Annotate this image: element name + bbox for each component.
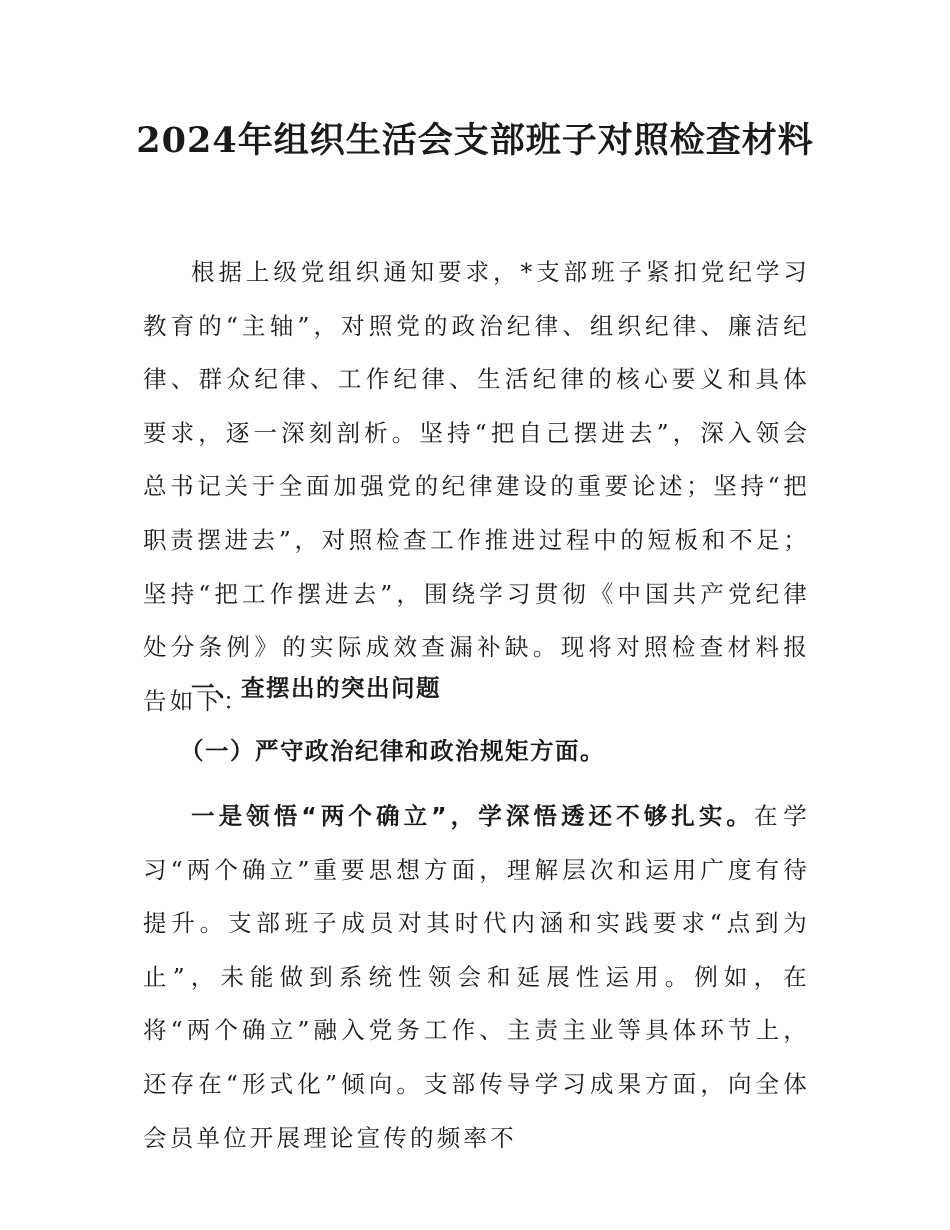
- point-one-body: 在学习“两个确立”重要思想方面，理解层次和运用广度有待提升。支部班子成员对其时代内涵和实践要求“点到为止”，未能做到系统性领会和延展性运用。例如，在将“两个确立”融入党务工作、主责主业等具体环节上，还存在“形式化”倾向。支部传导学习成果方面，向全体会员单位开展理论宣传的频率不: [143, 802, 810, 1152]
- section-heading-problems: 一、查摆出的突出问题: [191, 674, 441, 702]
- subsection-heading-political-discipline: （一）严守政治纪律和政治规矩方面。: [180, 737, 605, 765]
- intro-paragraph: 根据上级党组织通知要求，*支部班子紧扣党纪学习教育的“主轴”，对照党的政治纪律、组织纪律、廉洁纪律、群众纪律、工作纪律、生活纪律的核心要义和具体要求，逐一深刻剖析。坚持“把自己摆进去”，深入领会总书记关于全面加强党的纪律建设的重要论述；坚持“把职责摆进去”，对照检查工作推进过程中的短板和不足；坚持“把工作摆进去”，围绕学习贯彻《中国共产党纪律处分条例》的实际成效查漏补缺。现将对照检查材料报告如下：: [143, 258, 810, 715]
- point-one-paragraph: [143, 790, 810, 1165]
- document-title: 2024年组织生活会支部班子对照检查材料: [136, 120, 814, 161]
- point-one-lead: 一是领悟“两个确立”，学深悟透还不够扎实。: [191, 802, 755, 830]
